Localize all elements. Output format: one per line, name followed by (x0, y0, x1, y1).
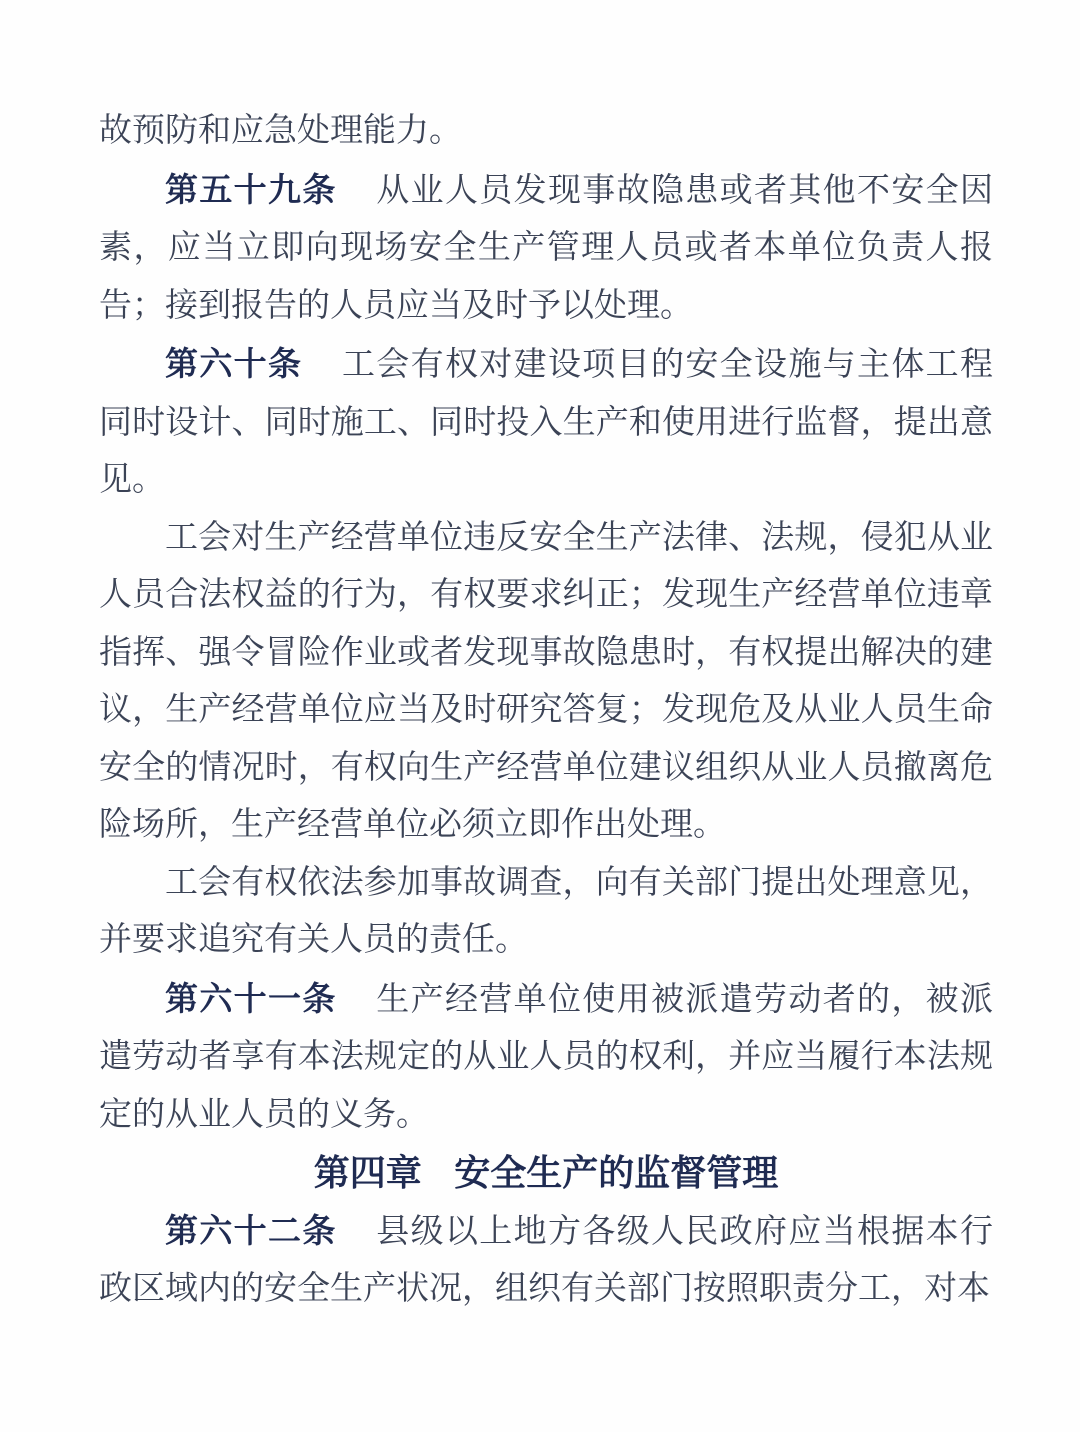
paragraph-article-60 (99, 335, 993, 510)
article-62-text: 县级以上地方各级人民政府应当根据本行政区域内的安全生产状况，组织有关部门按照职责分工，对本 (99, 1213, 994, 1307)
paragraph-article-62 (99, 1202, 993, 1319)
article-59-text: 从业人员发现事故隐患或者其他不安全因素，应当立即向现场安全生产管理人员或者本单位负责人报告；接到报告的人员应当及时予以处理。 (99, 172, 994, 324)
article-60-number: 第六十条 (165, 345, 303, 382)
paragraph-article-61 (99, 970, 993, 1145)
article-62-number: 第六十二条 (165, 1211, 337, 1249)
paragraph-continuation: 故预防和应急处理能力。 (99, 113, 462, 149)
paragraph-article-59 (99, 161, 993, 336)
paragraph-union-investigation: 工会有权依法参加事故调查，向有关部门提出处理意见，并要求追究有关人员的责任。 (99, 864, 993, 958)
article-59-number: 第五十九条 (165, 170, 337, 208)
article-61-text: 生产经营单位使用被派遣劳动者的，被派遣劳动者享有本法规定的从业人员的权利，并应当履行本法规定的从业人员的义务。 (99, 981, 994, 1133)
article-60-text: 工会有权对建设项目的安全设施与主体工程同时设计、同时施工、同时投入生产和使用进行监督，提出意见。 (99, 347, 994, 498)
chapter-4-heading (99, 1144, 993, 1202)
article-61-number: 第六十一条 (165, 979, 337, 1017)
chapter-4-number: 第四章 (313, 1152, 422, 1193)
paragraph-union-rights: 工会对生产经营单位违反安全生产法律、法规，侵犯从业人员合法权益的行为，有权要求纠正；发现生产经营单位违章指挥、强令冒险作业或者发现事故隐患时，有权提出解决的建议，生产经营单位应当及时研究答复；发现危及从业人员生命安全的情况时，有权向生产经营单位建议组织从业人员撤离危险场所，生产经营单位必须立即作出处理。 (99, 519, 993, 843)
chapter-4-title: 安全生产的监督管理 (454, 1152, 779, 1193)
